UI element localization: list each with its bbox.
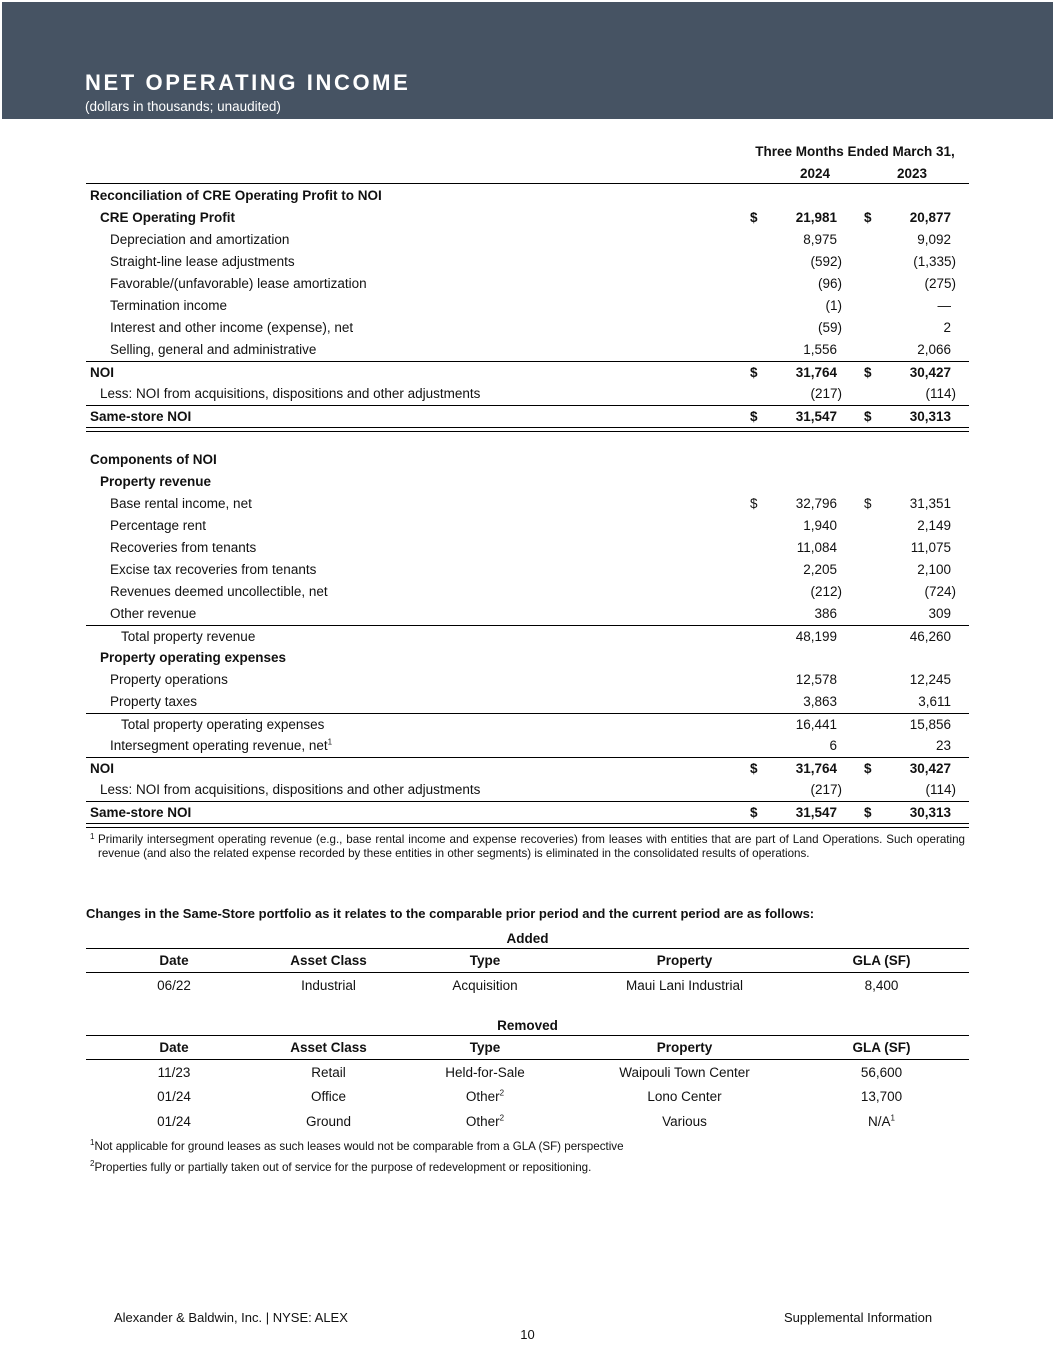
cell-type: Other$^2$ <box>465 1088 505 1105</box>
footnote-ref: 2 <box>499 1088 505 1098</box>
cell-type: Other$^2$ <box>465 1113 505 1129</box>
value-2023: 3,611 <box>918 694 951 709</box>
value-2024: (1) <box>825 298 842 313</box>
currency-symbol: $ <box>864 210 872 225</box>
value-2024: 16,441 <box>795 717 837 732</box>
removed-caption: Removed <box>497 1018 558 1033</box>
value-2024: 6 <box>829 738 837 753</box>
row-label: Selling, general and administrative <box>110 342 317 357</box>
footnote-gla <box>90 1140 624 1153</box>
noi-rows <box>86 185 969 823</box>
value-2023: 30,427 <box>909 761 951 776</box>
table-row <box>86 973 969 998</box>
col-gla: GLA (SF) <box>852 1040 911 1055</box>
currency-symbol: $ <box>750 365 758 380</box>
footnote-redevelopment <box>90 1161 591 1174</box>
cell-gla: $N/A^1$ <box>868 1113 895 1129</box>
value-2023: 2,066 <box>917 342 951 357</box>
table-row <box>86 669 969 691</box>
table-row <box>86 229 969 251</box>
table-row <box>86 273 969 295</box>
page-subtitle: (dollars in thousands; unaudited) <box>85 99 281 114</box>
cell-property: Various <box>662 1113 707 1129</box>
added-header-row <box>86 948 969 973</box>
col-asset-class: Asset Class <box>290 953 367 968</box>
cell-type: Held-for-Sale <box>445 1064 525 1080</box>
year-2024-header: 2024 <box>800 166 831 181</box>
page-title: NET OPERATING INCOME <box>85 70 411 95</box>
value-2023: 31,351 <box>909 496 951 511</box>
cell-date: 06/22 <box>157 977 191 993</box>
footnote-mark: 1 <box>90 1138 95 1148</box>
value-2023: 2,100 <box>917 562 951 577</box>
table-row <box>86 647 969 669</box>
cell-asset-class: Ground <box>305 1113 352 1129</box>
row-label: Same-store NOI <box>90 409 192 424</box>
table-row <box>86 361 969 383</box>
row-label: Termination income <box>110 298 228 313</box>
footnote-intersegment <box>90 833 965 860</box>
value-2023: 30,313 <box>909 409 951 424</box>
value-2024: 3,863 <box>803 694 837 709</box>
row-label: Recoveries from tenants <box>110 540 257 555</box>
value-2023: (1,335) <box>913 254 956 269</box>
table-row <box>86 449 969 471</box>
cell-asset-class: Retail <box>311 1064 346 1080</box>
value-2024: (217) <box>810 782 842 797</box>
value-2024: (212) <box>810 584 842 599</box>
table-row <box>86 1060 969 1085</box>
table-row <box>86 471 969 493</box>
value-2023: (114) <box>925 782 956 797</box>
currency-symbol: $ <box>750 805 758 820</box>
value-2023: (114) <box>925 386 956 401</box>
table-row <box>86 581 969 603</box>
value-2023: 30,427 <box>909 365 951 380</box>
table-row <box>86 713 969 735</box>
cell-asset-class: Office <box>310 1089 346 1105</box>
table-row <box>86 405 969 427</box>
cell-gla: 56,600 <box>860 1064 903 1080</box>
page-number: 10 <box>520 1327 535 1342</box>
value-2024: 11,084 <box>796 540 837 555</box>
table-row <box>86 735 969 757</box>
table-row <box>86 317 969 339</box>
value-2024: (96) <box>817 276 842 291</box>
value-2023: — <box>937 298 951 313</box>
col-date: Date <box>159 1040 189 1055</box>
footnote-mark: 2 <box>90 1159 95 1169</box>
row-label: Excise tax recoveries from tenants <box>110 562 317 577</box>
row-label: Property revenue <box>100 474 212 489</box>
value-2024: 31,547 <box>795 805 837 820</box>
cell-gla: 8,400 <box>864 977 899 993</box>
value-2023: 46,260 <box>909 629 951 644</box>
cell-gla: 13,700 <box>860 1089 903 1105</box>
col-property: Property <box>656 953 713 968</box>
table-row <box>86 493 969 515</box>
value-2024: 1,556 <box>803 342 837 357</box>
value-2024: 32,796 <box>795 496 837 511</box>
value-2024: 2,205 <box>803 562 837 577</box>
cell-date: 01/24 <box>157 1113 191 1129</box>
value-2023: 20,877 <box>909 210 951 225</box>
col-gla: GLA (SF) <box>852 953 911 968</box>
cell-asset-class: Industrial <box>301 977 356 993</box>
changes-title: Changes in the Same-Store portfolio as it relates to the comparable prior period and the current period are as follows: <box>86 906 815 921</box>
row-label: Favorable/(unfavorable) lease amortization <box>110 276 367 291</box>
value-2024: 48,199 <box>795 629 837 644</box>
table-row <box>86 339 969 361</box>
row-label: Revenues deemed uncollectible, net <box>110 584 328 599</box>
value-2024: (217) <box>810 386 842 401</box>
value-2024: (592) <box>810 254 842 269</box>
row-label: CRE Operating Profit <box>100 210 236 225</box>
cell-property: Waipouli Town Center <box>619 1064 750 1080</box>
table-row <box>86 207 969 229</box>
row-label: Less: NOI from acquisitions, dispositions and other adjustments <box>100 782 481 797</box>
col-asset-class: Asset Class <box>290 1040 367 1055</box>
table-row <box>86 251 969 273</box>
value-2024: 12,578 <box>795 672 837 687</box>
row-label: Depreciation and amortization <box>110 232 290 247</box>
currency-symbol: $ <box>864 496 872 511</box>
row-label: Less: NOI from acquisitions, dispositions and other adjustments <box>100 386 481 401</box>
row-label: Intersegment operating revenue, net$^1$ <box>110 737 333 753</box>
col-date: Date <box>159 953 189 968</box>
table-row <box>86 383 969 405</box>
added-rows <box>86 973 969 998</box>
currency-symbol: $ <box>864 409 872 424</box>
removed-header-row <box>86 1035 969 1060</box>
value-2024: 31,764 <box>795 761 837 776</box>
value-2023: 30,313 <box>909 805 951 820</box>
table-row <box>86 537 969 559</box>
table-row <box>86 559 969 581</box>
row-label: Straight-line lease adjustments <box>110 254 295 269</box>
value-2024: 8,975 <box>803 232 837 247</box>
table-row <box>86 1109 969 1134</box>
table-row <box>86 757 969 779</box>
cell-property: Maui Lani Industrial <box>625 977 744 993</box>
value-2023: 2,149 <box>917 518 951 533</box>
row-label: Property operating expenses <box>100 650 287 665</box>
col-property: Property <box>656 1040 713 1055</box>
table-row <box>86 185 969 207</box>
added-table <box>86 930 969 998</box>
currency-symbol: $ <box>750 496 758 511</box>
removed-table <box>86 1017 969 1134</box>
cell-date: 01/24 <box>157 1089 191 1105</box>
period-header: Three Months Ended March 31, <box>755 144 955 159</box>
footer-company: Alexander & Baldwin, Inc. | NYSE: ALEX <box>114 1310 348 1325</box>
currency-symbol: $ <box>750 409 758 424</box>
col-type: Type <box>469 1040 501 1055</box>
added-caption: Added <box>506 931 549 946</box>
table-row <box>86 1085 969 1110</box>
currency-symbol: $ <box>750 210 758 225</box>
table-row <box>86 295 969 317</box>
year-2023-header: 2023 <box>897 166 928 181</box>
footnote-ref: 2 <box>499 1113 505 1123</box>
table-row <box>86 691 969 713</box>
value-2023: 15,856 <box>909 717 951 732</box>
table-row <box>86 625 969 647</box>
currency-symbol: $ <box>750 761 758 776</box>
table-row <box>86 515 969 537</box>
currency-symbol: $ <box>864 365 872 380</box>
value-2024: 1,940 <box>803 518 837 533</box>
cell-property: Lono Center <box>647 1089 722 1105</box>
value-2023: 9,092 <box>917 232 951 247</box>
row-label: Components of NOI <box>90 452 217 467</box>
footnote-text: Not applicable for ground leases as such leases would not be comparable from a GLA (SF) perspective <box>94 1140 624 1153</box>
row-label: NOI <box>90 365 115 380</box>
row-label: Total property operating expenses <box>121 717 325 732</box>
year-headers <box>741 166 969 184</box>
cell-date: 11/23 <box>157 1064 191 1080</box>
removed-rows <box>86 1060 969 1134</box>
value-2023: (724) <box>924 584 956 599</box>
value-2024: (59) <box>817 320 842 335</box>
row-label: Percentage rent <box>110 518 207 533</box>
value-2023: 12,245 <box>909 672 951 687</box>
footnote-ref: 1 <box>327 737 333 747</box>
value-2023: 23 <box>935 738 951 753</box>
footnote-mark: 1 <box>90 832 95 841</box>
currency-symbol: $ <box>864 805 872 820</box>
row-label: Total property revenue <box>121 629 256 644</box>
row-label: Base rental income, net <box>110 496 252 511</box>
row-label: Interest and other income (expense), net <box>110 320 354 335</box>
footer-section: Supplemental Information <box>784 1310 933 1325</box>
value-2023: 11,075 <box>910 540 951 555</box>
col-type: Type <box>469 953 501 968</box>
value-2024: 386 <box>814 606 837 621</box>
row-label: Other revenue <box>110 606 197 621</box>
table-row <box>86 779 969 801</box>
value-2023: 2 <box>943 320 951 335</box>
cell-type: Acquisition <box>452 977 518 993</box>
currency-symbol: $ <box>864 761 872 776</box>
value-2024: 31,547 <box>795 409 837 424</box>
footnote-ref: 1 <box>890 1113 895 1123</box>
value-2024: 21,981 <box>795 210 837 225</box>
row-label: Same-store NOI <box>90 805 192 820</box>
row-label: Property operations <box>110 672 228 687</box>
header-rule <box>86 183 969 184</box>
row-label: Reconciliation of CRE Operating Profit to NOI <box>90 188 382 203</box>
footnote-text: Primarily intersegment operating revenue (e.g., base rental income and expense recoveries) from leases with entities that are part of Land Operations. Such operating revenue (and also the related expense recorded by these entities in other segments) is eliminated in the consolidated results of operations. <box>98 833 965 860</box>
row-label: NOI <box>90 761 115 776</box>
value-2023: 309 <box>928 606 951 621</box>
table-row <box>86 801 969 823</box>
value-2023: (275) <box>924 276 956 291</box>
value-2024: 31,764 <box>795 365 837 380</box>
footnote-text: Properties fully or partially taken out of service for the purpose of redevelopment or repositioning. <box>94 1161 592 1174</box>
table-row <box>86 603 969 625</box>
row-label: Property taxes <box>110 694 198 709</box>
